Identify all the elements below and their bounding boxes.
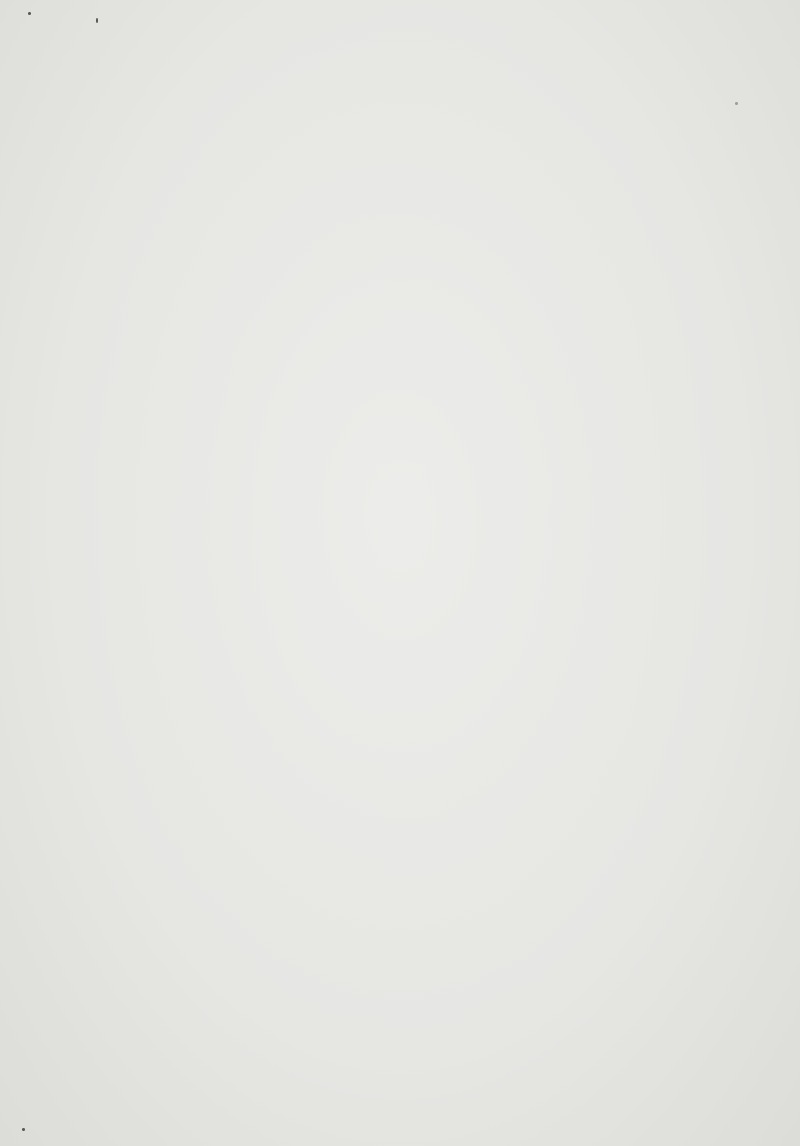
subheading	[90, 533, 710, 554]
scan-speck	[96, 18, 98, 23]
scan-speck	[735, 102, 738, 105]
scan-speck	[28, 12, 31, 15]
section-defaut-de-coalescence	[90, 512, 710, 553]
scan-speck	[22, 1128, 25, 1131]
section-heading	[90, 512, 710, 533]
